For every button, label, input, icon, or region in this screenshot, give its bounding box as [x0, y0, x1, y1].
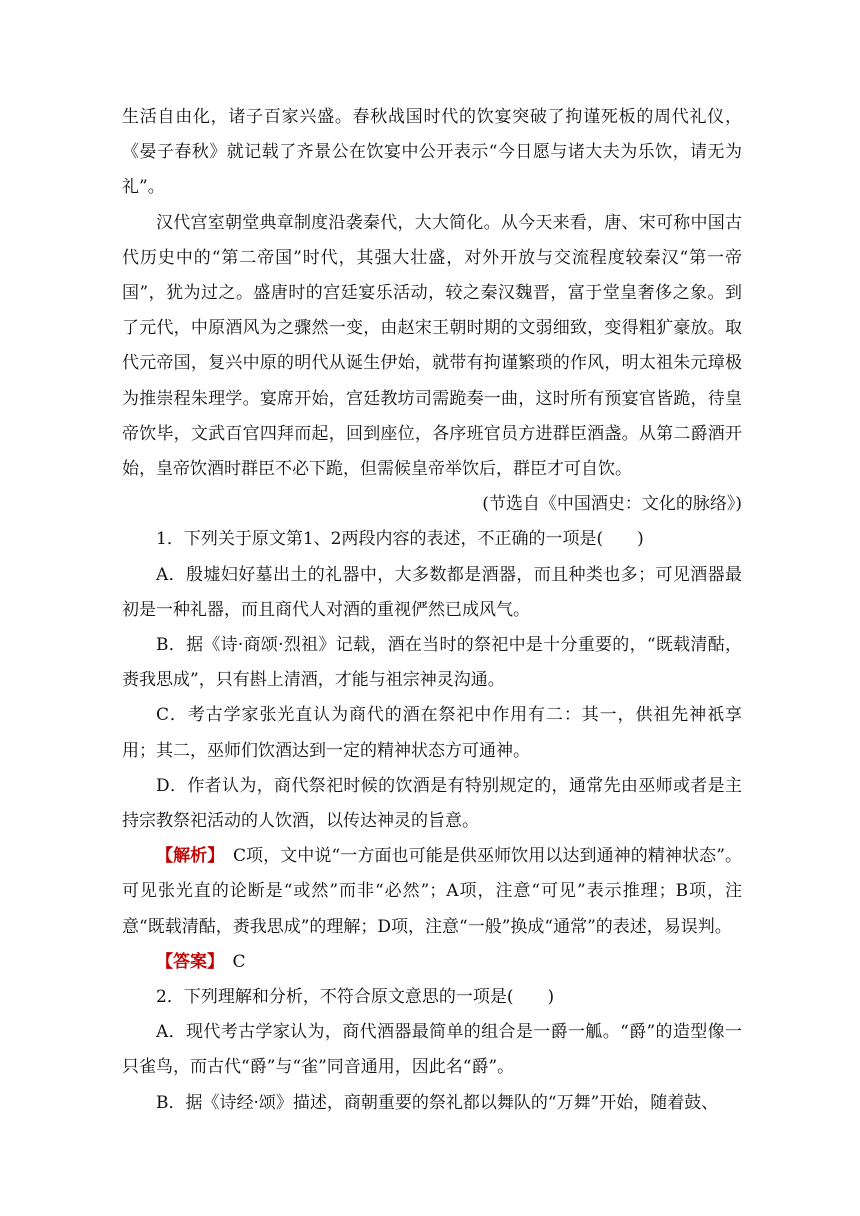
- question-1-option-a: A．殷墟妇好墓出土的礼器中，大多数都是酒器，而且种类也多；可见酒器最初是一种礼器，而且商代人对酒的重视俨然已成风气。: [122, 564, 742, 620]
- question-1-option-b: B．据《诗·商颂·烈祖》记载，酒在当时的祭祀中是十分重要的，“既载清酤，赉我思成”，只有斟上清酒，才能与祖宗神灵沟通。: [122, 635, 742, 691]
- question-1-answer: [122, 945, 742, 980]
- analysis-text: C项，文中说“一方面也可能是供巫师饮用以达到通神的精神状态”。可见张光直的论断是“或然”而非“必然”；A项，注意“可见”表示推理；B项，注意“既载清酤，赉我思成”的理解；D项，注意“一般”换成“通常”的表述，易误判。: [122, 846, 743, 937]
- question-2-option-a: A．现代考古学家认为，商代酒器最简单的组合是一爵一觚。“爵”的造型像一只雀鸟，而古代“爵”与“雀”同音通用，因此名“爵”。: [122, 1022, 742, 1078]
- paragraph-continued: 生活自由化，诸子百家兴盛。春秋战国时代的饮宴突破了拘谨死板的周代礼仪，《晏子春秋》就记载了齐景公在饮宴中公开表示“今日愿与诸大夫为乐饮，请无为礼”。: [122, 107, 742, 198]
- question-1-stem: 1．下列关于原文第1、2两段内容的表述，不正确的一项是( ): [156, 529, 644, 550]
- question-1-analysis: [122, 839, 742, 945]
- question-1-option-d: D．作者认为，商代祭祀时候的饮酒是有特别规定的，通常先由巫师或者是主持宗教祭祀活动的人饮酒，以传达神灵的旨意。: [122, 775, 742, 832]
- question-2-option-b: B．据《诗经·颂》描述，商朝重要的祭礼都以舞队的“万舞”开始，随着鼓、: [156, 1092, 719, 1113]
- answer-text: C: [215, 951, 246, 972]
- question-1-option-c: C．考古学家张光直认为商代的酒在祭祀中作用有二：其一，供祖先神祇享用；其二，巫师们饮酒达到一定的精神状态方可通神。: [122, 705, 742, 761]
- question-2-stem: 2．下列理解和分析，不符合原文意思的一项是( ): [156, 987, 555, 1008]
- document-body: [122, 100, 742, 1121]
- analysis-tag: 【解析】: [156, 846, 216, 867]
- source-citation: (节选自《中国酒史：文化的脉络》): [482, 494, 742, 515]
- answer-tag: 【答案】: [156, 951, 216, 972]
- paragraph-han-dynasty: 汉代宫室朝堂典章制度沿袭秦代，大大简化。从今天来看，唐、宋可称中国古代历史中的“第二帝国”时代，其强大壮盛，对外开放与交流程度较秦汉“第一帝国”，犹为过之。盛唐时的宫廷宴乐活动，较之秦汉魏晋，富于堂皇奢侈之象。到了元代，中原酒风为之骤然一变，由赵宋王朝时期的文弱细致，变得粗犷豪放。取代元帝国，复兴中原的明代从诞生伊始，就带有拘谨繁琐的作风，明太祖朱元璋极为推崇程朱理学。宴席开始，宫廷教坊司需跪奏一曲，这时所有预宴官皆跪，待皇帝饮毕，文武百官四拜而起，回到座位，各序班官员方进群臣酒盏。从第二爵酒开始，皇帝饮酒时群臣不必下跪，但需候皇帝举饮后，群臣才可自饮。: [122, 212, 742, 480]
